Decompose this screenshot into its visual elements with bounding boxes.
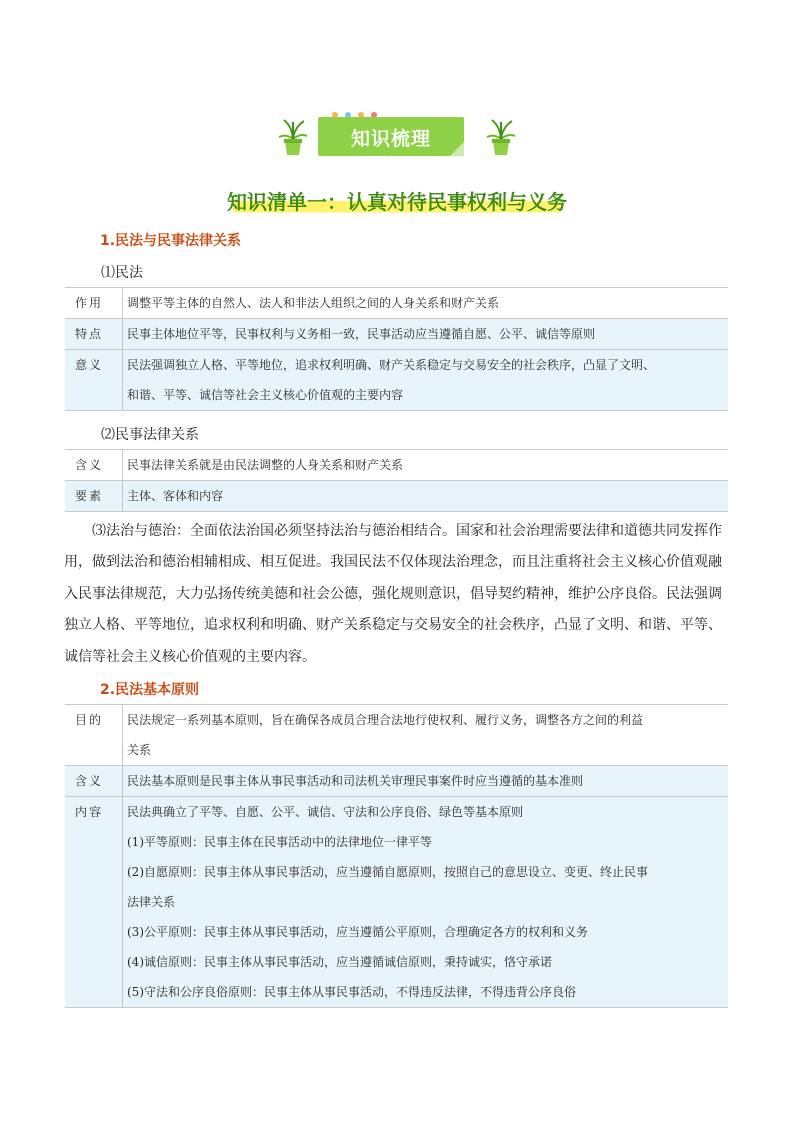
main-title: 知识清单一：认真对待民事权利与义务 [0, 186, 794, 215]
table-row [65, 350, 728, 411]
table-row [65, 481, 728, 512]
section-heading-civil-law: 1.民法与民事法律关系 [100, 233, 242, 249]
content-line: 和谐、平等、诚信等社会主义核心价值观的主要内容 [127, 388, 404, 402]
subheading-civil-legal-relation: ⑵民事法律关系 [101, 427, 199, 443]
row-content: 调整平等主体的自然人、法人和非法人组织之间的人身关系和财产关系 [123, 288, 729, 319]
row-content: 民事主体地位平等，民事权利与义务相一致，民事活动应当遵循自愿、公平、诚信等原则 [123, 319, 729, 350]
basic-principles-table [65, 704, 728, 1008]
row-label: 作用 [65, 288, 123, 319]
table-row [65, 705, 728, 766]
content-line: 民法强调独立人格、平等地位，追求权利明确、财产关系稳定与交易安全的社会秩序，凸显了文明、 [127, 358, 656, 372]
rule-of-law-paragraph: ⑶法治与德治：全面依法治国必须坚持法治与德治相结合。国家和社会治理需要法律和道德共同发挥作用，做到法治和德治相辅相成、相互促进。我国民法不仅体现法治理念，而且注重将社会主义核心价值观融入民事法律规范，大力弘扬传统美德和社会公德，强化规则意识，倡导契约精神，维护公序良俗。民法强调独立人格、平等地位，追求权利和明确、财产关系稳定与交易安全的社会秩序，凸显了文明、和谐、平等、诚信等社会主义核心价值观的主要内容。 [64, 523, 722, 665]
badge-label: 知识梳理 [350, 128, 431, 150]
content-line: (4)诚信原则：民事主体从事民事活动，应当遵循诚信原则，秉持诚实，恪守承诺 [127, 955, 553, 969]
badge-fold [450, 142, 464, 156]
content-line: (2)自愿原则：民事主体从事民事活动，应当遵循自愿原则，按照自己的意思设立、变更、终止民事 [127, 865, 649, 879]
content-line: 民法基本原则是民事主体从事民事活动和司法机关审理民事案件时应当遵循的基本准则 [127, 774, 584, 788]
table-row [65, 450, 728, 481]
legal-relation-table [65, 449, 728, 512]
row-label: 内容 [65, 797, 123, 1008]
table-row [65, 766, 728, 797]
content-line: 民法规定一系列基本原则，旨在确保各成员合理合法地行使权利、履行义务，调整各方之间的利益 [127, 713, 644, 727]
knowledge-header [0, 112, 794, 160]
subheading-civil-law: ⑴民法 [101, 265, 143, 281]
row-content: 主体、客体和内容 [123, 481, 729, 512]
content-line: (5)守法和公序良俗原则：民事主体从事民事活动，不得违反法律，不得违背公序良俗 [127, 985, 577, 999]
row-label: 要素 [65, 481, 123, 512]
table-row [65, 288, 728, 319]
table-row [65, 319, 728, 350]
row-content [123, 705, 729, 766]
table-row [65, 797, 728, 1008]
section-badge [318, 117, 464, 156]
row-label: 意义 [65, 350, 123, 411]
content-line: (3)公平原则：民事主体从事民事活动，应当遵循公平原则，合理确定各方的权利和义务 [127, 925, 589, 939]
row-content [123, 350, 729, 411]
row-content: 民事法律关系就是由民法调整的人身关系和财产关系 [123, 450, 729, 481]
row-content [123, 766, 729, 797]
content-line: 民法典确立了平等、自愿、公平、诚信、守法和公序良俗、绿色等基本原则 [127, 805, 524, 819]
section-heading-basic-principles: 2.民法基本原则 [100, 682, 200, 698]
row-label: 含义 [65, 766, 123, 797]
row-label: 特点 [65, 319, 123, 350]
row-content [123, 797, 729, 1008]
row-label: 目的 [65, 705, 123, 766]
content-line: (1)平等原则：民事主体在民事活动中的法律地位一律平等 [127, 835, 433, 849]
potted-plant-icon [486, 117, 516, 157]
content-line: 关系 [127, 743, 152, 757]
civil-law-table [65, 287, 728, 411]
potted-plant-icon [278, 117, 308, 157]
row-label: 含义 [65, 450, 123, 481]
content-line: 法律关系 [127, 895, 176, 909]
